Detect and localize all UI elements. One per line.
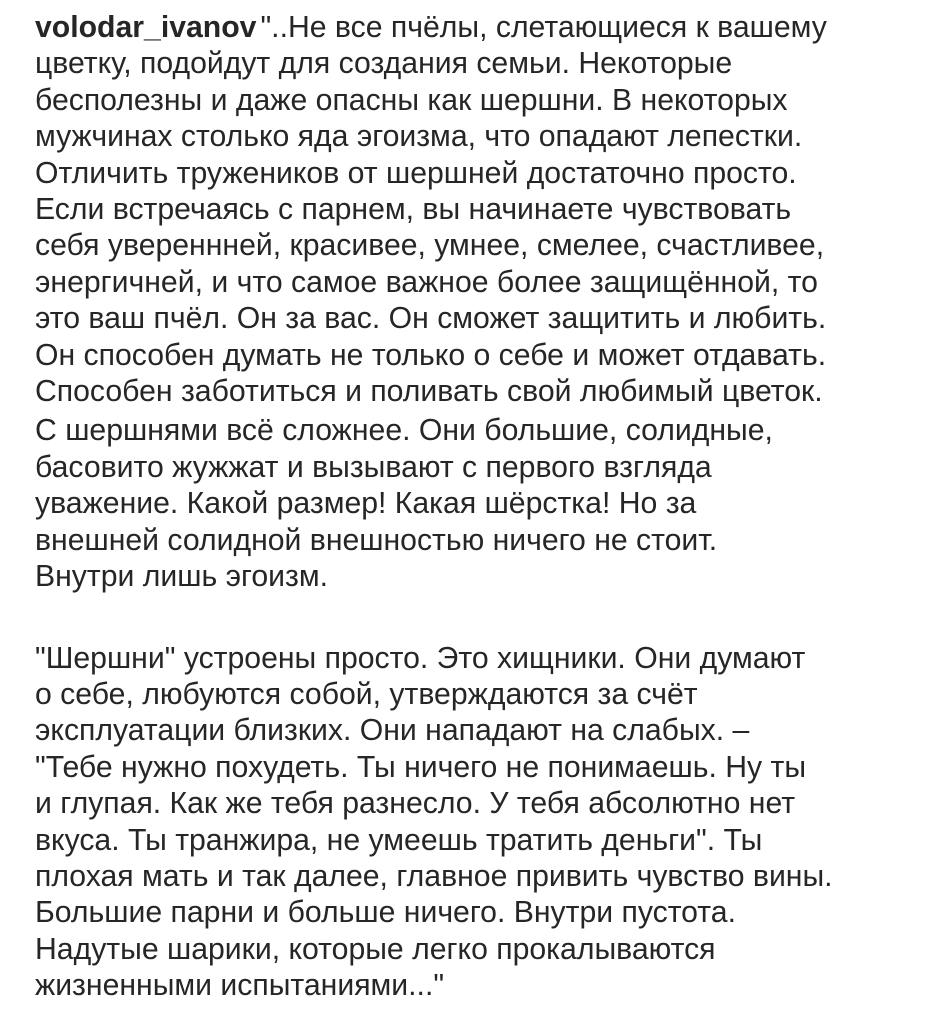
caption-line: Отличить тружеников от шершней достаточно просто. — [35, 156, 797, 190]
caption-line: о себе, любуются собой, утверждаются за счёт — [35, 677, 698, 711]
caption-line: вкуса. Ты транжира, не умеешь тратить деньги". Ты — [35, 823, 763, 857]
username-link[interactable]: volodar_ivanov — [35, 11, 257, 44]
caption-line: эксплуатации близких. Они нападают на слабых. – — [35, 714, 750, 748]
caption-line: и глупая. Как же тебя разнесло. У тебя абсолютно нет — [35, 787, 796, 821]
caption-line: плохая мать и так далее, главное привить чувство вины. — [35, 859, 833, 893]
caption-paragraph-1 — [35, 10, 925, 410]
caption-line: Большие парни и больше ничего. Внутри пустота. — [35, 896, 736, 930]
post-caption — [35, 10, 925, 1005]
caption-line: Если встречаясь с парнем, вы начинаете чувствовать — [35, 193, 792, 227]
caption-line: бесполезны и даже опасны как шершни. В некоторых — [35, 83, 788, 117]
caption-line: уважение. Какой размер! Какая шёрстка! Но за — [35, 487, 697, 521]
caption-line: Надутые шарики, которые легко прокалываются — [35, 932, 716, 966]
caption-line: Он способен думать не только о себе и может отдавать. — [35, 338, 827, 372]
caption-line: это ваш пчёл. Он за вас. Он сможет защитить и любить. — [35, 302, 827, 336]
caption-line: С шершнями всё сложнее. Они большие, солидные, — [35, 414, 773, 448]
caption-line: мужчинах столько яда эгоизма, что опадают лепестки. — [35, 120, 803, 154]
caption-line: внешней солидной внешностью ничего не стоит. — [35, 523, 718, 557]
caption-line: цветку, подойдут для создания семьи. Некоторые — [35, 47, 733, 81]
caption-line: энергичней, и что самое важное более защищённой, то — [35, 265, 818, 299]
caption-line: Способен заботиться и поливать свой любимый цветок. — [35, 375, 823, 409]
caption-paragraph-3 — [35, 641, 925, 1005]
caption-line: volodar_ivanov "..Не все пчёлы, слетающиеся к вашему — [35, 11, 827, 44]
caption-line: "Шершни" устроены просто. Это хищники. Они думают — [35, 641, 806, 675]
caption-paragraph-2 — [35, 413, 925, 595]
caption-line: Внутри лишь эгоизм. — [35, 560, 328, 594]
caption-line: себя увереннней, красивее, умнее, смелее, счастливее, — [35, 229, 825, 263]
caption-line: басовито жужжат и вызывают с первого взгляда — [35, 450, 712, 484]
caption-line: "Тебе нужно похудеть. Ты ничего не понимаешь. Ну ты — [35, 750, 807, 784]
caption-line: жизненными испытаниями..." — [35, 969, 445, 1003]
